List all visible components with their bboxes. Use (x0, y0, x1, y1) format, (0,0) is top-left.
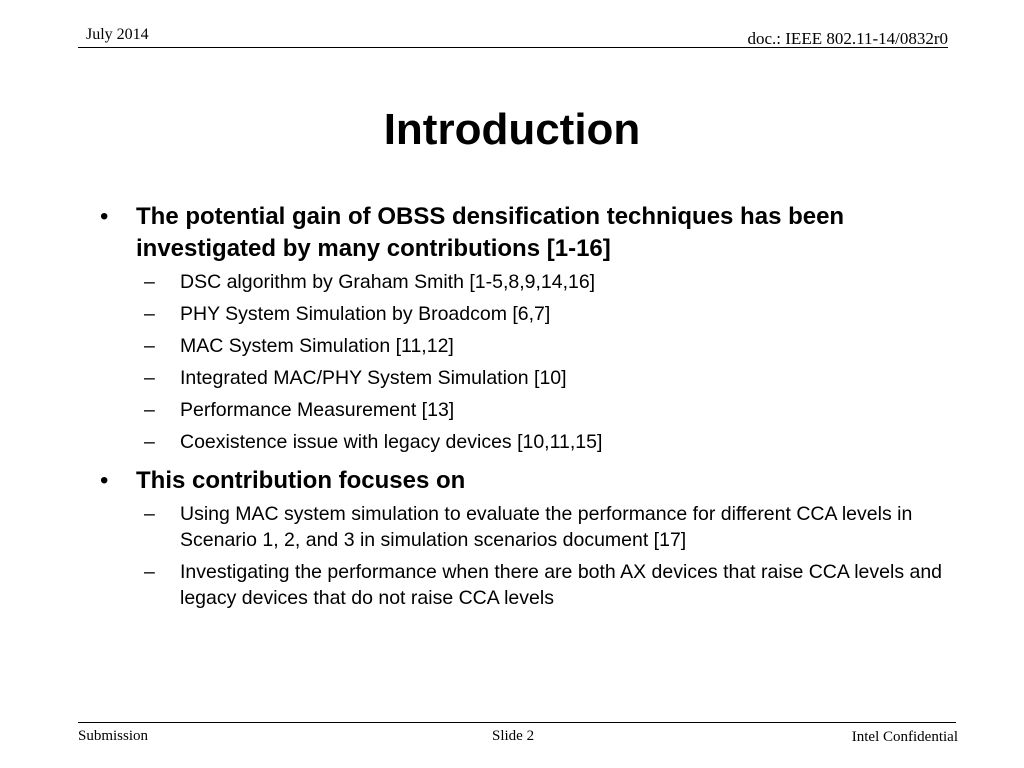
sub-bullet-text: Using MAC system simulation to evaluate the performance for different CCA levels in Scenario 1, 2, and 3 in simulation scenarios document [17] (180, 503, 913, 551)
sub-bullet-item (100, 501, 980, 553)
bullet-text: The potential gain of OBSS densification techniques has been investigated by many contributions [1-16] (136, 203, 845, 262)
dash-icon: – (144, 561, 155, 583)
sub-bullet-item (100, 397, 980, 423)
bullet-item (100, 465, 980, 497)
slide-title: Introduction (383, 105, 641, 154)
dash-icon: – (144, 335, 155, 357)
sub-bullet-item (100, 429, 980, 455)
bullet-text: This contribution focuses on (136, 467, 466, 494)
dash-icon: – (144, 399, 155, 421)
header-doc-id: doc.: IEEE 802.11-14/0832r0 (747, 29, 948, 48)
dash-icon: – (144, 367, 155, 389)
header-date: July 2014 (86, 26, 149, 43)
dash-icon: – (144, 303, 155, 325)
footer-divider (78, 722, 956, 723)
bullet-icon: • (100, 467, 109, 494)
sub-bullet-item (100, 559, 980, 611)
dash-icon: – (144, 431, 155, 453)
sub-bullet-item (100, 301, 980, 327)
bullet-icon: • (100, 203, 109, 230)
sub-bullet-text: Investigating the performance when there are both AX devices that raise CCA levels and legacy devices that do not raise CCA levels (180, 561, 943, 609)
dash-icon: – (144, 271, 155, 293)
slide-body (100, 201, 980, 611)
bullet-item (100, 201, 980, 265)
sub-bullet-item (100, 333, 980, 359)
footer-confidential: Intel Confidential (851, 729, 958, 745)
dash-icon: – (144, 503, 155, 525)
sub-bullet-text: Integrated MAC/PHY System Simulation [10] (180, 367, 567, 389)
header-divider (78, 47, 948, 48)
sub-bullet-item (100, 365, 980, 391)
sub-bullet-text: PHY System Simulation by Broadcom [6,7] (180, 303, 551, 325)
sub-bullet-text: Coexistence issue with legacy devices [10,11,15] (180, 431, 603, 453)
sub-bullet-text: Performance Measurement [13] (180, 399, 455, 421)
footer-slide-number: Slide 2 (492, 728, 535, 744)
sub-bullet-text: MAC System Simulation [11,12] (180, 335, 454, 357)
footer-submission: Submission (78, 728, 149, 744)
sub-bullet-text: DSC algorithm by Graham Smith [1-5,8,9,14,16] (180, 271, 596, 293)
sub-bullet-item (100, 269, 980, 295)
